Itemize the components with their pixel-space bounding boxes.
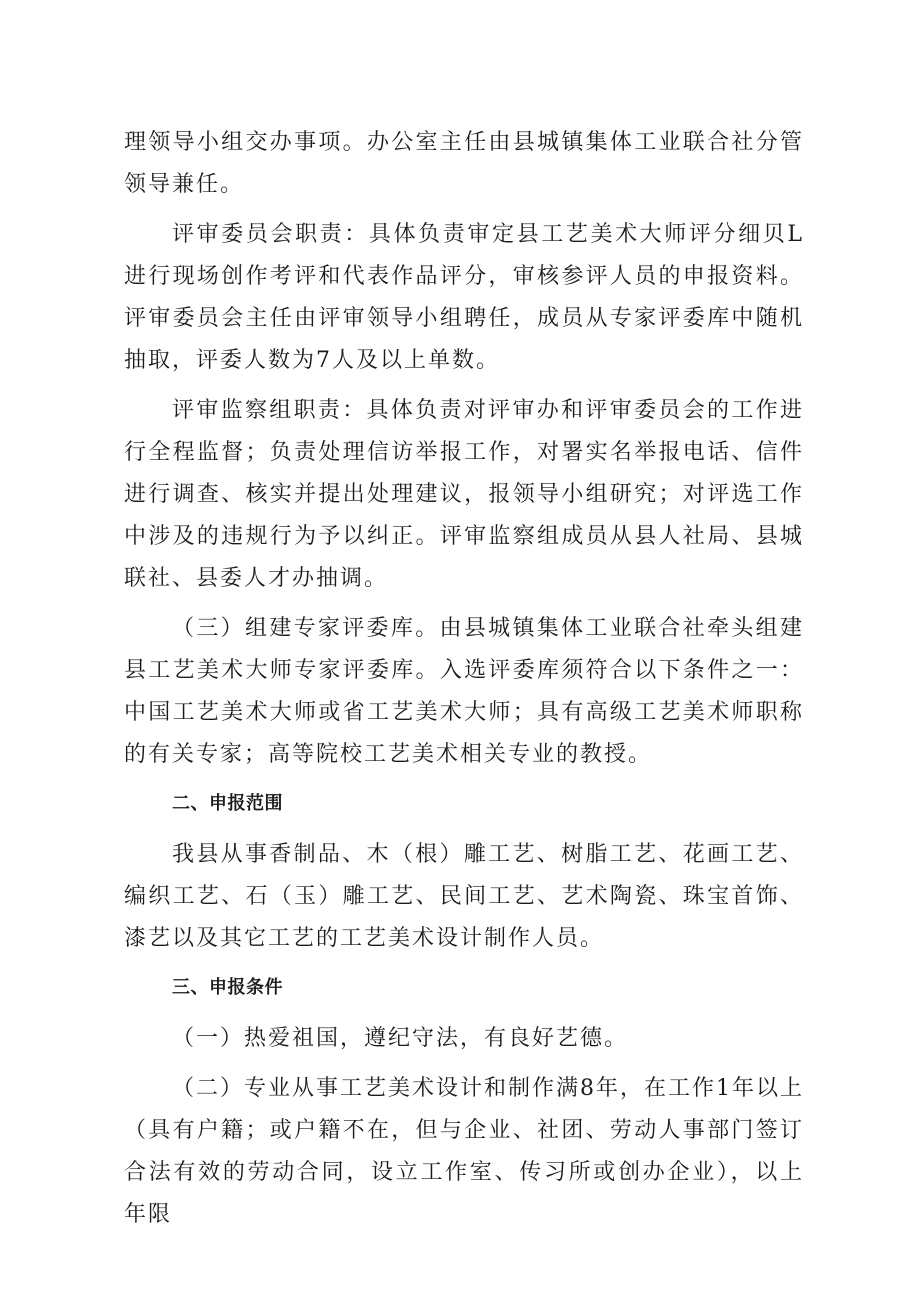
section-heading-application-conditions: 三、申报条件 — [172, 977, 283, 998]
paragraph-office-duties-continued: 理领导小组交办事项。办公室主任由县城镇集体工业联合社分管领导兼任。 — [124, 130, 804, 197]
section-heading-application-scope: 二、申报范围 — [172, 793, 283, 814]
paragraph-supervision-group-duties: 评审监察组职责：具体负责对评审办和评审委员会的工作进行全程监督；负责处理信访举报工作，对署实名举报电话、信件进行调查、核实并提出处理建议，报领导小组研究；对评选工作中涉及的违规行为予以纠正。评审监察组成员从县人社局、县城联社、县委人才办抽调。 — [124, 398, 804, 591]
paragraph-application-scope: 我县从事香制品、木（根）雕工艺、树脂工艺、花画工艺、编织工艺、石（玉）雕工艺、民间工艺、艺术陶瓷、珠宝首饰、漆艺以及其它工艺的工艺美术设计制作人员。 — [124, 842, 804, 951]
document-body — [124, 122, 804, 1244]
paragraph-review-committee-duties: 评审委员会职责：具体负责审定县工艺美术大师评分细贝L进行现场创作考评和代表作品评分，审核参评人员的申报资料。评审委员会主任由评审领导小组聘任，成员从专家评委库中随机抽取，评委人数为7人及以上单数。 — [124, 222, 804, 373]
paragraph-expert-pool: （三）组建专家评委库。由县城镇集体工业联合社牵头组建县工艺美术大师专家评委库。入选评委库须符合以下条件之一：中国工艺美术大师或省工艺美术大师；具有高级工艺美术师职称的有关专家；高等院校工艺美术相关专业的教授。 — [124, 616, 804, 767]
paragraph-condition-1: （一）热爱祖国，遵纪守法，有良好艺德。 — [172, 1026, 629, 1051]
paragraph-condition-2: （二）专业从事工艺美术设计和制作满8年，在工作1年以上（具有户籍；或户籍不在，但与企业、社团、劳动人事部门签订合法有效的劳动合同，设立工作室、传习所或创办企业），以上年限 — [124, 1076, 804, 1227]
